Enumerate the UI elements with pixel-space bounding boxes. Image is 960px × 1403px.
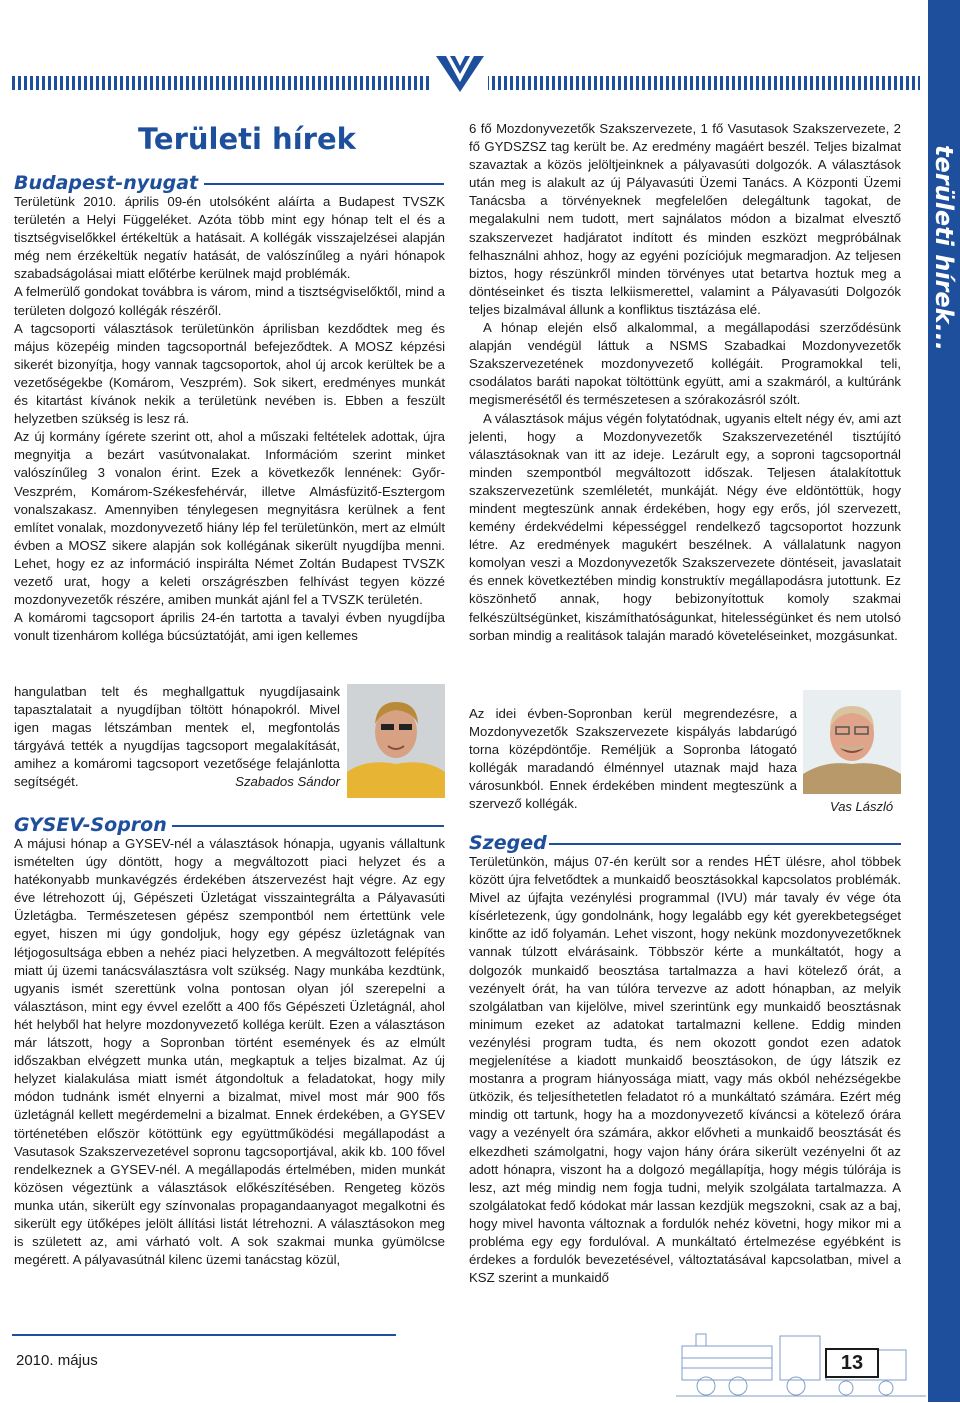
footer-rule — [12, 1334, 396, 1336]
section-rule — [172, 825, 444, 827]
page-title: Területi hírek — [138, 122, 356, 156]
author-signature: Vas László — [830, 799, 894, 814]
paragraph: hangulatban telt és meghallgattuk nyugdíjasaink tapasztalatait a nyugdíjban töltött hónapokról. Mivel igen magas létszámban mentek el, megfontolás tárgyává tették a nyugdíjas tagcsoport megalakítását, amihez a komáromi tagcsoport vezetősége felajánlotta segítségét. Szabados Sándor — [14, 683, 340, 792]
section-title-budapest-nyugat: Budapest-nyugat — [14, 172, 199, 194]
szeged-body — [469, 853, 901, 1287]
paragraph: Az új kormány ígérete szerint ott, ahol a műszaki feltételek adottak, újra megnyitja a bezárt vasútvonalakat. Információm szerint minket valószínűleg 3 vonalon érint. Ezek a következők lennének: Győr-Veszprém, Komárom-Székesfehérvár, illetve Almásfüzitő-Esztergom vonalszakasz. Amennyiben ténylegesen megnyitásra kerülnek a fent említet vonalak, mozdonyvezető hiány lép fel területünkön, mert az elmúlt évben a MOSZ sikere alapján sok kollégának sikerült nyugdíjba menni. Lehet, hogy ez az információ inspirálta Német Zoltán Budapest TVSZK vezető urat, hogy a keleti országrészben felhívást tegyen közzé mozdonyvezetők részére, amiben munkát ajánl fel a TVSZK területén. — [14, 429, 445, 608]
paragraph: Az idei évben-Sopronban kerül megrendezésre, a Mozdonyvezetők Szakszervezete kispályás labdarúgó torna középdöntője. Reméljük a Sopronba látogató kollégák maradandó élménnyel utaznak majd haza városunkból. Ennek érdekében mindent megteszünk a szervező kollégák. — [469, 706, 797, 812]
paragraph: A komáromi tagcsoport április 24-én tartotta a tavalyi évben nyugdíjba vonult tizenhárom kolléga búcsúztatóját, ami igen kellemes — [14, 610, 445, 644]
gysev-continued-body — [469, 120, 901, 645]
section-rule — [549, 843, 901, 845]
gysev-sopron-body — [14, 835, 445, 1269]
section-title-gysev-sopron: GYSEV-Sopron — [14, 814, 167, 836]
section-title-szeged: Szeged — [469, 832, 547, 854]
mosz-logo-icon — [432, 48, 488, 94]
author-signature: Szabados Sándor — [235, 774, 340, 790]
paragraph: 6 fő Mozdonyvezetők Szakszervezete, 1 fő Vasutasok Szakszervezete, 2 fő GYDSZSZ tag került be. Az eredmény magáért beszél. Teljes bizalmat szavaztak a közös jelöltjeinknek a pályavasúti dolgozók. A választások után meg is alakult az új Pályavasúti Üzemi Tanács. A Központi Üzemi Tanácsba a törvényeknek megfelelően delegáltunk tagokat, de megalakulni nem tudott, mert sajnálatos módon a bizalmat elvesztő szakszervezet hadjáratot indított és minden eszközt megpróbálnak felhasználni ahhoz, hogy az egyéni pozíciójuk megmaradjon. Az teljesen biztos, hogy részünkről minden törvényes utat betartva hoztuk meg a döntéseinket és tiszta lelkiismerettel, valamint a Pályavasúti Dolgozók teljes bizalmával állunk a konfliktus tisztázása elé. — [469, 121, 901, 317]
paragraph: A felmerülő gondokat továbbra is várom, mind a tisztségviselőktől, mind a területen dolgozó kollégák részéről. — [14, 284, 445, 318]
page-number: 13 — [825, 1348, 879, 1378]
paragraph: A májusi hónap a GYSEV-nél a választások hónapja, ugyanis vállaltunk ismételten úgy döntött, hogy a megváltozott piaci helyzet és a hatékonyabb munkavégzés érdekében átszervezést hajt végre. Az egy éve létrehozott új, Gépészeti Üzletágat visszaintegrálta a Pályavasúti Üzletágba. Természetesen gépész szempontból nem értettünk vele egyet, hiszen mi úgy gondoljuk, hogy egy gépész üzletágnak van létjogosultsága ebben a nehéz piaci helyzetben. A megváltozott felépítés miatt új üzemi tanácsválasztásra volt szükség. Nagy munkába kezdtünk, ugyanis ismét szerettünk volna pontosan olyan jól szerepelni a választáson, mint egy évvel ezelőtt a 400 fős Gépészeti Üzletágnál, ahol hét helyből hat helyre mozdonyvezető kolléga került. Ezen a választáson már látszott, hogy a Sopronban történt események és az elmúlt időszakban elvégzett munka után, megkaptuk a teljes bizalmat. Az új helyzet kialakulása miatt ismét átgondoltuk a feladatokat, hogy mily módon tudnánk ismét elnyerni a bizalmat, mivel most már 900 fős üzletágnál kellett megérdemelni a bizalmat. Ennek érdekében, a GYSEV történetében először kötöttünk egy együttműködési megállapodást a Vasutasok Szakszervezetével sopronu tagcsoportjával, akik kb. 100 fővel rendelkeznek a GYSEV-nél. A megállapodás értelmében, miden munkát közösen végeztünk a választások előkészítésében. Rengeteg közös munka után, sikerült egy színvonalas propagandaanyagot megalkotni és sikerült egy ütőképes jelölt állítási listát létrehozni. A választásokon meg is született az, ami várható volt. A sok szakmai munka gyümölcse megérett. A pályavasútnál kilenc üzemi tanácstag közül, — [14, 836, 445, 1268]
paragraph: Területünkön, május 07-én került sor a rendes HÉT ülésre, ahol többek között újra felvetődtek a munkaidő beosztásokkal kapcsolatos problémák. Mivel az újfajta vezénylési programmal (IVU) már tavaly év vége óta kísérletezenk, úgy gondolnánk, hogy legalább egy két gyerekbetegséget kinőtte az idő folyamán. Lehet viszont, hogy nekünk mozdonyvezetőknek vannak túlzott elvárásaink. Többször kérte a munkáltatót, hogy a dolgozók munkaidő beosztása tartalmazza a havi kötelező órát, a vezényelt órát, ha van túlóra tervezve az adott hónapban, az melyik szolgálatban van kijelölve, mivel szerintünk egy munkaidő beosztásnak minimum ezeket az adatokat tartalmazni kellene. Eddig minden vezénylési program tudta, és nem okozott gondot ezen adatok megjelenítése a kiadott munkaidő beosztásokon, de úgy látszik ez mostanra a program hiányossága miatt, vagy más okból nehézségekbe ütközik, és teljesíthetetlen feladatot ró a munkáltató számára. Ezért még mindig ott tartunk, hogy ha a mozdonyvezető kíváncsi a kötelező órára vagy a vezényelt óra számára, akkor elővheti a munkaidő beosztását és elkezdheti számolgatni, hogy vajon hány órára sikerült vezényelni őt az adott hónapra, viszont ha a dolgozó megállapítja, hogy mégis túlórája is lesz, azt még mindig nem fogja tudni, melyik szolgálata tartalmazza. A szolgálatokat fedő kódokat már lassan kezdjük megszokni, csak az a baj, hogy mivel havonta változnak a fordulók nehéz követni, hogy mikor mi a probléma egy egy fordulóval. A munkáltató értelmezése egyébként is érdekes a fordulók bevezetésével, változtatásával kapcsolatban, mivel a KSZ szerint a munkaidő — [469, 854, 901, 1286]
locomotive-icon — [676, 1328, 926, 1398]
paragraph: Területünk 2010. április 09-én utolsóként aláírta a Budapest TVSZK területén a Helyi Függeléket. Azóta több mint egy hónap telt el és a tisztségviselőkkel értékeltük a hatásait. A kollégák visszajelzései alapján még nem érzékeltük negatív hatását, de valószínűleg a nyári hónapok szabadságolásai miatt előtérbe kerülnek majd problémák. — [14, 194, 445, 282]
budapest-nyugat-body — [14, 193, 445, 645]
budapest-nyugat-side-text — [14, 683, 340, 792]
section-rule — [204, 183, 444, 185]
issue-date: 2010. május — [16, 1352, 98, 1369]
gysev-side-text — [469, 705, 797, 814]
paragraph: A tagcsoporti választások területünkön áprilisban kezdődtek meg és május közepéig minden tagcsoportnál befejeződtek. A MOSZ képzési sikerét bizonyítja, hogy vannak tagcsoportok, ahol új arcok kerültek be a vezetőségekbe (Komárom, Veszprém). Sok sikert, eredményes munkát és kitartást kívánok nekik a területünk nevében is. Ebben a feszült helyzetben szükség is lesz rá. — [14, 320, 445, 427]
author-photo-vas — [803, 690, 901, 794]
author-photo-szabados — [347, 684, 445, 798]
paragraph: A választások május végén folytatódnak, ugyanis eltelt négy év, ami azt jelenti, hogy a Mozdonyvezetők Szakszervezeténél tisztújító választásoknak van itt az ideje. Lezárult egy, a soproni tagcsoportnál minden szempontból megváltozott időszak. Teljesen átalakítottuk szakszervezetünk szemléletét, munkáját. Négy éve eldöntöttük, hogy mindent megteszünk annak érdekében, hogy egy erős, jól szervezett, kemény érdekvédelmi képességgel rendelkező tagcsoportot hozzunk létre. Az eredmények magukért beszélnek. A vállalatunk nagyon komolyan veszi a Mozdonyvezetők Szakszervezete döntéseit, javaslatait és ennek következtében mindig konstruktív megállapodásra jutottunk. Ez köszönhető annak, hogy bebizonyítottuk komoly szakmai felkészültségünket, kiszámíthatóságunkat, hitelességünket és nem utolsó sorban mindig a realitások talaján maradó követeléseinket, mozgásunkat. — [469, 410, 901, 643]
side-rail-label: területi hírek... — [930, 145, 958, 351]
paragraph: A hónap elején első alkalommal, a megállapodási szerződésünk alapján vendégül láttuk a NSMS Szabadkai Mozdonyvezetők Szakszervezetének mozdonyvezető kollégáit. Programokkal teli, csodálatos baráti napokat töltöttünk együtt, ami a szakmáról, a kultúránk megismerésétől és természetesen a szórakozásról szólt. — [469, 320, 901, 408]
